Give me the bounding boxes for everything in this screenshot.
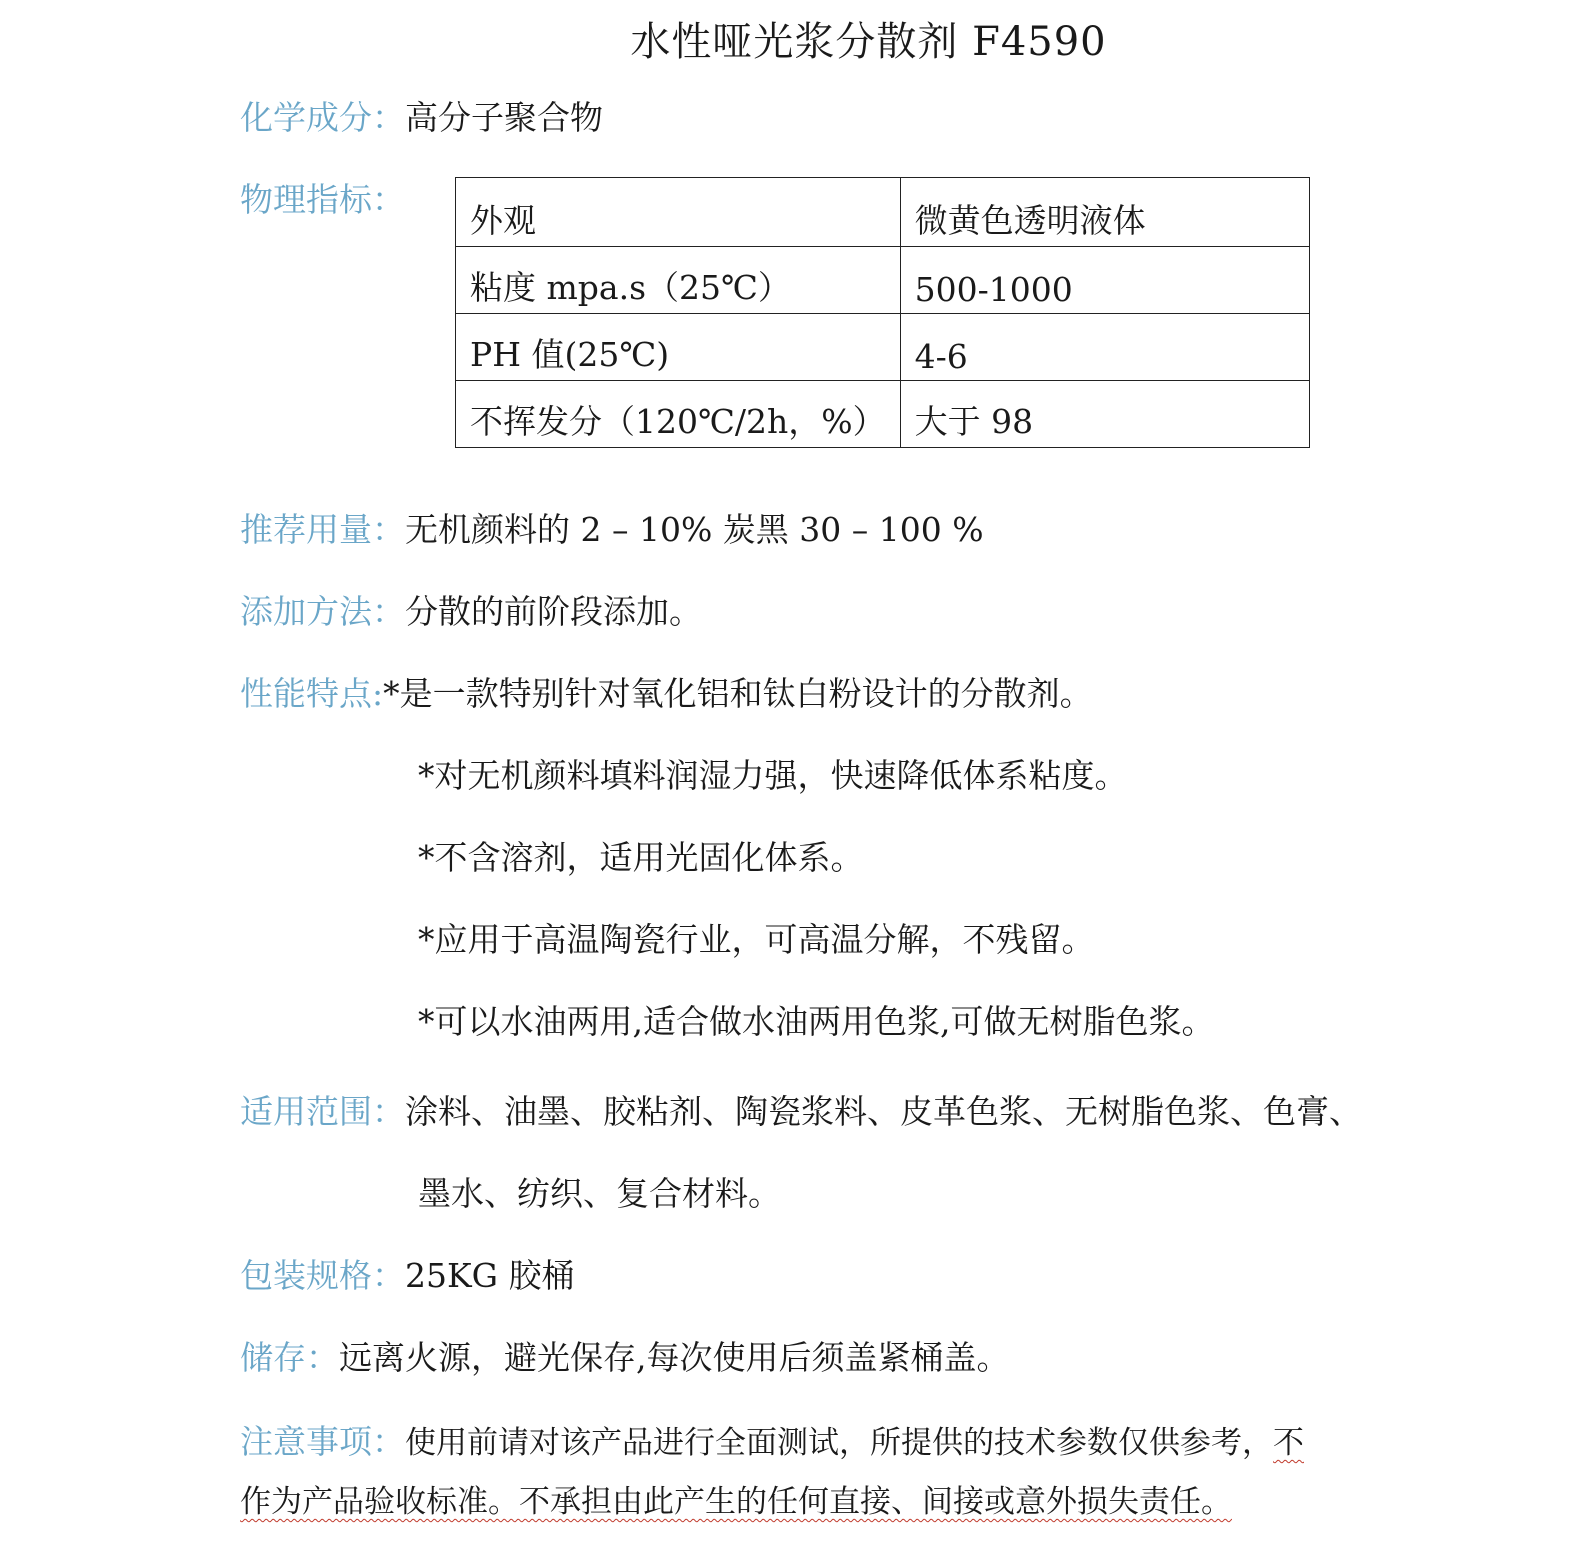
notice-row: [240, 1422, 1304, 1463]
scope-line: 涂料、油墨、胶粘剂、陶瓷浆料、皮革色浆、无树脂色浆、色膏、: [405, 1092, 1362, 1131]
features-label: 性能特点:: [240, 674, 384, 713]
composition-row: [240, 98, 603, 138]
document-title: 水性哑光浆分散剂 F4590: [630, 19, 1107, 65]
physical-row: [240, 180, 405, 220]
spec-name: 粘度 mpa.s（25℃）: [456, 247, 901, 314]
spec-name: 不挥发分（120℃/2h，%）: [456, 381, 901, 448]
storage-label: 储存：: [240, 1338, 339, 1377]
method-row: [240, 592, 702, 632]
notice-line: 使用前请对该产品进行全面测试，所提供的技术参数仅供参考，: [405, 1425, 1273, 1461]
physical-spec-table: [455, 177, 1310, 448]
features-row: [240, 674, 1093, 714]
method-value: 分散的前阶段添加。: [405, 592, 702, 631]
table-row: [456, 247, 1310, 314]
feature-item: *可以水油两用,适合做水油两用色浆,可做无树脂色浆。: [418, 1002, 1215, 1041]
dosage-row: [240, 510, 984, 550]
scope-line: 墨水、纺织、复合材料。: [418, 1174, 781, 1213]
spec-value: 大于 98: [900, 381, 1309, 448]
storage-row: [240, 1338, 1010, 1378]
spec-name: PH 值(25℃): [456, 314, 901, 381]
notice-line-tail: 不: [1273, 1425, 1304, 1461]
physical-label: 物理指标：: [240, 180, 405, 219]
feature-item: *应用于高温陶瓷行业，可高温分解，不残留。: [418, 920, 1095, 959]
packaging-row: [240, 1256, 575, 1296]
table-row: [456, 314, 1310, 381]
feature-item: *是一款特别针对氧化铝和钛白粉设计的分散剂。: [383, 674, 1093, 713]
feature-item: *对无机颜料填料润湿力强，快速降低体系粘度。: [418, 756, 1128, 795]
scope-row: [240, 1092, 1362, 1132]
notice-line: 作为产品验收标准。不承担由此产生的任何直接、间接或意外损失责任。: [240, 1484, 1232, 1520]
method-label: 添加方法：: [240, 592, 405, 631]
dosage-label: 推荐用量：: [240, 510, 405, 549]
table-row: [456, 381, 1310, 448]
composition-label: 化学成分：: [240, 98, 405, 137]
spec-value: 4-6: [900, 314, 1309, 381]
table-row: [456, 178, 1310, 247]
scope-label: 适用范围：: [240, 1092, 405, 1131]
composition-value: 高分子聚合物: [405, 98, 603, 137]
notice-label: 注意事项：: [240, 1422, 405, 1461]
feature-item: *不含溶剂，适用光固化体系。: [418, 838, 864, 877]
spec-value: 微黄色透明液体: [900, 178, 1309, 247]
packaging-label: 包装规格：: [240, 1256, 405, 1295]
dosage-value: 无机颜料的 2 – 10% 炭黑 30 – 100 %: [405, 510, 984, 549]
spec-name: 外观: [456, 178, 901, 247]
packaging-value: 25KG 胶桶: [405, 1256, 575, 1295]
storage-value: 远离火源，避光保存,每次使用后须盖紧桶盖。: [339, 1338, 1010, 1377]
spec-value: 500-1000: [900, 247, 1309, 314]
